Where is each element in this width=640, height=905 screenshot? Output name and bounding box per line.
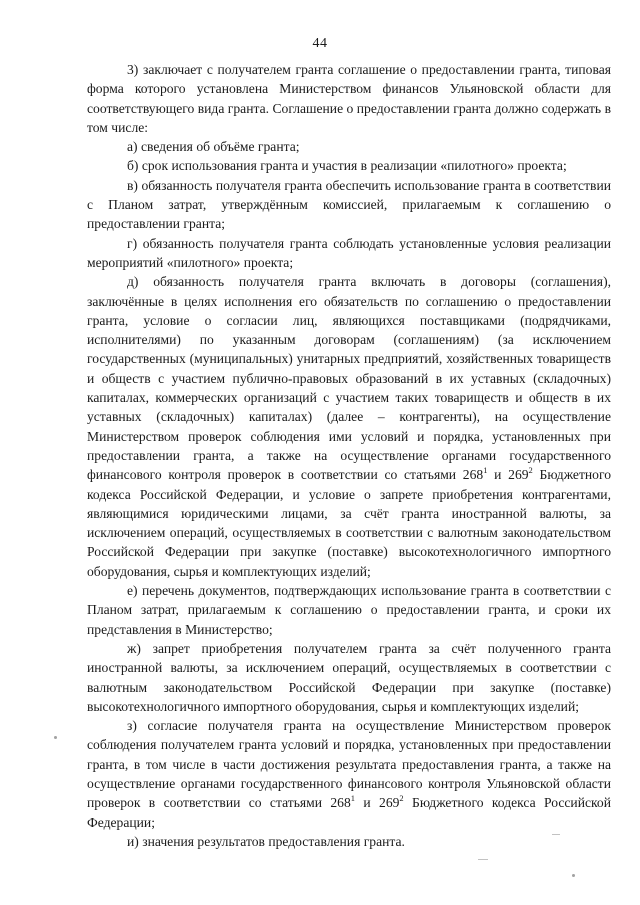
paragraph-subitem-a: а) сведения об объёме гранта; — [127, 139, 300, 155]
paragraph-item-3: 3) заключает с получателем гранта соглашение о предоставлении гранта, типовая форма которого установлена Министерством финансов Ульяновской области для соответствующего вида гранта. Соглашение о предоставлении гранта должно содержать в том числе: — [87, 62, 611, 135]
paragraph-subitem-v: в) обязанность получателя гранта обеспечить использование гранта в соответствии с Планом затрат, утверждённым комиссией, прилагаемым к соглашению о предоставлении гранта; — [87, 177, 611, 232]
paragraph-subitem-z-rest: Бюджетного кодекса Российской Федерации; — [87, 795, 611, 830]
article-269-text: и 269 — [487, 467, 529, 483]
paragraph-subitem-zh: ж) запрет приобретения получателем гранта за счёт полученного гранта иностранной валюты, за исключением операций, осуществляемых в соответствии с валютным законодательством Российской Федерации при закупке (поставке) высокотехнологичного импортного оборудования, сырья и комплектующих изделий; — [87, 640, 611, 714]
paragraph-subitem-i: и) значения результатов предоставления гранта. — [127, 833, 405, 849]
paragraph-subitem-d-text: д) обязанность получателя гранта включать в договоры (соглашения), заключённые в целях исполнения его обязательств по соглашению о предоставлении гранта, условие о согласии лиц, являющихся поставщиками (подрядчиками, исполнителями) по указанным договорам (соглашениям) (за исключением государственных (муниципальных) унитарных предприятий, хозяйственных товариществ и обществ с участием публично-правовых образований в их уставных (складочных) капиталах, коммерческих организаций с участием таких товариществ и обществ в их уставных (складочных) капиталах) (далее – контрагенты), на осуществление Министерством проверок соблюдения ими условий и порядка, установленных при предоставлении гранта, а также на осуществление органами государственного финансового контроля проверок в соответствии со статьями 268 — [87, 274, 611, 483]
scan-speck — [572, 874, 575, 877]
scan-speck — [54, 736, 57, 739]
paragraph-subitem-z-text: з) согласие получателя гранта на осуществление Министерством проверок соблюдения получателем гранта условий и порядка, установленных при предоставлении гранта, в том числе в части достижения результата предоставления гранта, а также на осуществление органами государственного финансового контроля Ульяновской области проверок в соответствии со статьями 268 — [87, 718, 611, 811]
paragraph-subitem-b: б) срок использования гранта и участия в реализации «пилотного» проекта; — [127, 158, 567, 174]
scan-artifact — [478, 859, 488, 860]
article-269-text: и 269 — [355, 795, 400, 811]
article-268-superscript: 1 — [350, 793, 356, 804]
paragraph-subitem-g: г) обязанность получателя гранта соблюдать установленные условия реализации мероприятий «пилотного» проекта; — [87, 235, 611, 270]
paragraph-subitem-z — [87, 716, 611, 832]
document-body — [87, 60, 611, 851]
paragraph-subitem-d — [87, 272, 611, 581]
paragraph-subitem-d-rest: Бюджетного кодекса Российской Федерации, и условие о запрете приобретения контрагентами, являющимися юридическими лицами, за счёт гранта иностранной валюты, за исключением операций, осуществляемых в соответствии с валютным законодательством Российской Федерации при закупке (поставке) высокотехнологичного импортного оборудования, сырья и комплектующих изделий; — [87, 467, 611, 579]
page-number: 44 — [312, 36, 328, 51]
article-269-superscript: 2 — [528, 465, 533, 476]
article-269-superscript: 2 — [399, 793, 404, 804]
scan-artifact — [552, 834, 560, 835]
article-268-superscript: 1 — [483, 465, 488, 476]
paragraph-subitem-e: е) перечень документов, подтверждающих использование гранта в соответствии с Планом затрат, прилагаемым к соглашению о предоставлении гранта, и сроки их представления в Министерство; — [87, 583, 611, 637]
